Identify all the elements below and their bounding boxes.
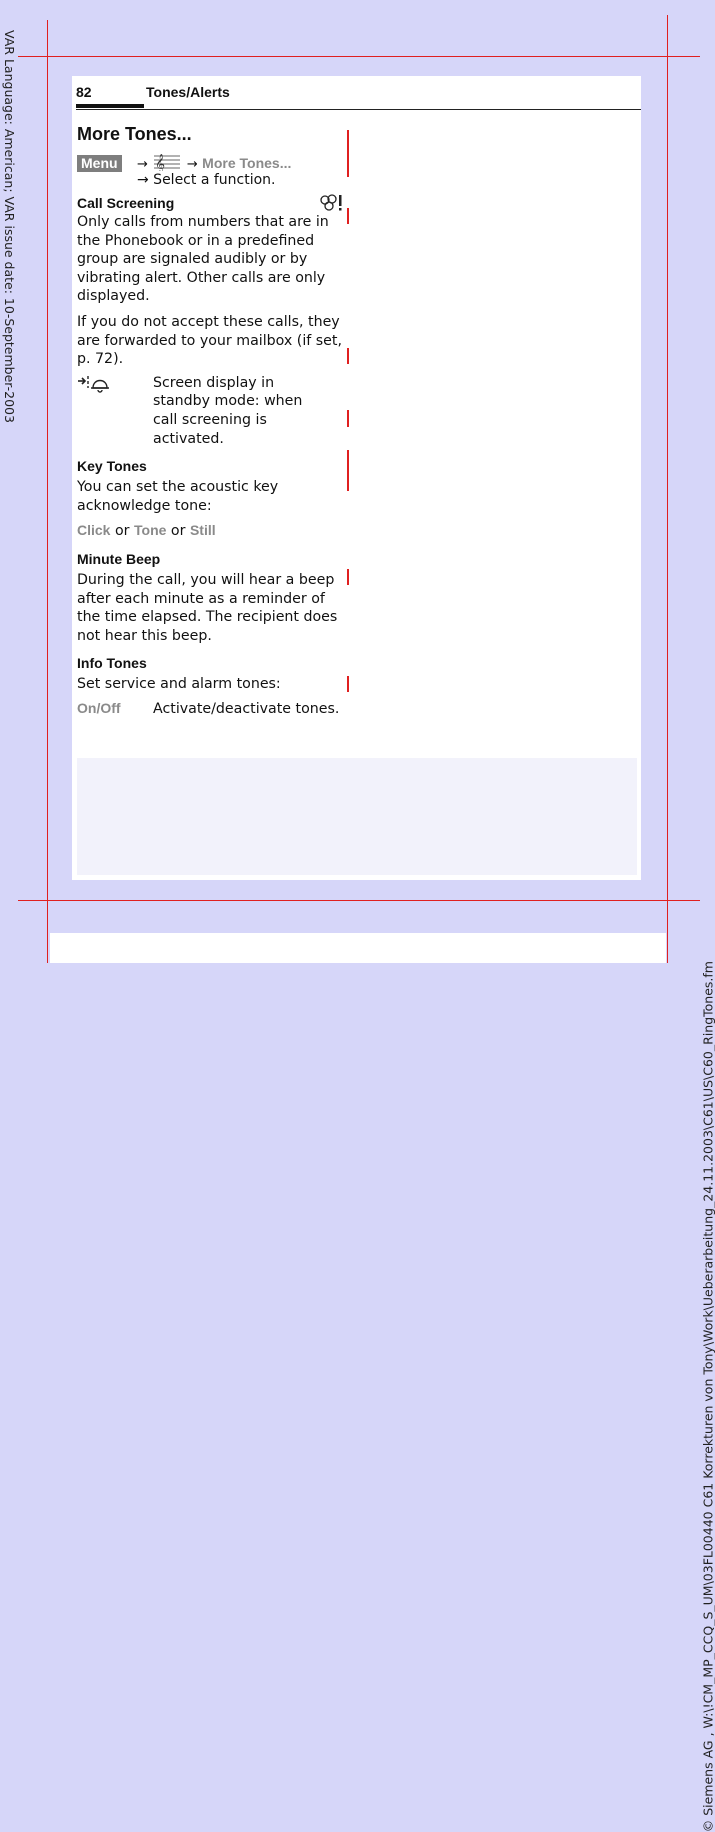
music-note-icon xyxy=(152,153,182,171)
network-service-icon xyxy=(317,194,345,212)
or-text-2: or xyxy=(166,523,190,540)
option-tone: Tone xyxy=(134,522,167,539)
arrow-icon: → xyxy=(137,157,148,172)
page-header xyxy=(76,84,641,110)
option-still: Still xyxy=(189,522,216,539)
svg-text:𝄞: 𝄞 xyxy=(155,154,166,171)
key-tones-para: You can set the acoustic key acknowledge tone: xyxy=(77,479,279,514)
change-bar-1 xyxy=(347,130,349,177)
next-page-edge xyxy=(50,933,666,963)
change-bar-3 xyxy=(347,348,349,364)
minute-beep-para: During the call, you will hear a beep after each minute as a reminder of the time elapsed. The recipient does not hear this beep. xyxy=(77,571,338,644)
crop-mark-left xyxy=(47,20,48,963)
page-title: Tones/Alerts xyxy=(146,84,230,100)
left-margin-text: VAR Language: American; VAR issue date: 10-September-2003 xyxy=(2,30,17,423)
footer-box xyxy=(77,758,637,875)
menu-key: Menu xyxy=(77,155,122,172)
call-screening-heading xyxy=(77,193,345,213)
change-bar-6 xyxy=(347,569,349,585)
call-screening-heading-text: Call Screening xyxy=(77,195,175,211)
info-tones-row xyxy=(77,700,345,719)
call-screening-para1: Only calls from numbers that are in the Phonebook or in a predefined group are signaled audibly or by vibrating alert. Other calls are only displayed. xyxy=(77,214,329,305)
or-text-1: or xyxy=(110,523,135,540)
info-tones-desc: Activate/deactivate tones. xyxy=(153,700,340,717)
key-tones-heading: Key Tones xyxy=(77,458,147,475)
key-tones-options xyxy=(77,521,345,541)
change-bar-4 xyxy=(347,410,349,427)
minute-beep-heading: Minute Beep xyxy=(77,550,161,567)
option-click: Click xyxy=(77,522,111,539)
section-title: More Tones... xyxy=(77,124,192,144)
info-tones-heading: Info Tones xyxy=(77,655,147,672)
change-bar-5 xyxy=(347,450,349,491)
menu-path xyxy=(77,153,345,193)
call-screening-bell-icon xyxy=(77,374,113,394)
change-bar-7 xyxy=(347,676,349,692)
crop-mark-top xyxy=(18,56,700,57)
info-tones-term: On/Off xyxy=(77,699,121,716)
info-tones-para: Set service and alarm tones: xyxy=(77,676,281,693)
call-screening-icon-desc: Screen display in standby mode: when call screening is activated. xyxy=(153,374,303,447)
content-column xyxy=(77,124,345,718)
call-screening-icon-row xyxy=(77,374,345,448)
menu-path-line2: → Select a function. xyxy=(137,172,276,188)
right-margin-text: © Siemens AG , W:\!CM_MP_CCQ_S_UM\03FL00440 C61 Korrekturen von Tony\Work\Ueberarbeitung_24.11.2003\C61\US\C60_RingTones.fm xyxy=(700,961,715,1832)
manual-page xyxy=(72,76,641,880)
arrow-icon-2: → xyxy=(186,157,198,172)
call-screening-para2: If you do not accept these calls, they are forwarded to your mailbox (if set, p. 72). xyxy=(77,313,342,368)
header-bar xyxy=(76,104,144,108)
crop-mark-bottom xyxy=(18,900,700,901)
change-bar-2 xyxy=(347,208,349,224)
page-number: 82 xyxy=(76,84,92,100)
crop-mark-right xyxy=(667,15,668,963)
menu-item-more-tones: More Tones... xyxy=(202,155,292,171)
